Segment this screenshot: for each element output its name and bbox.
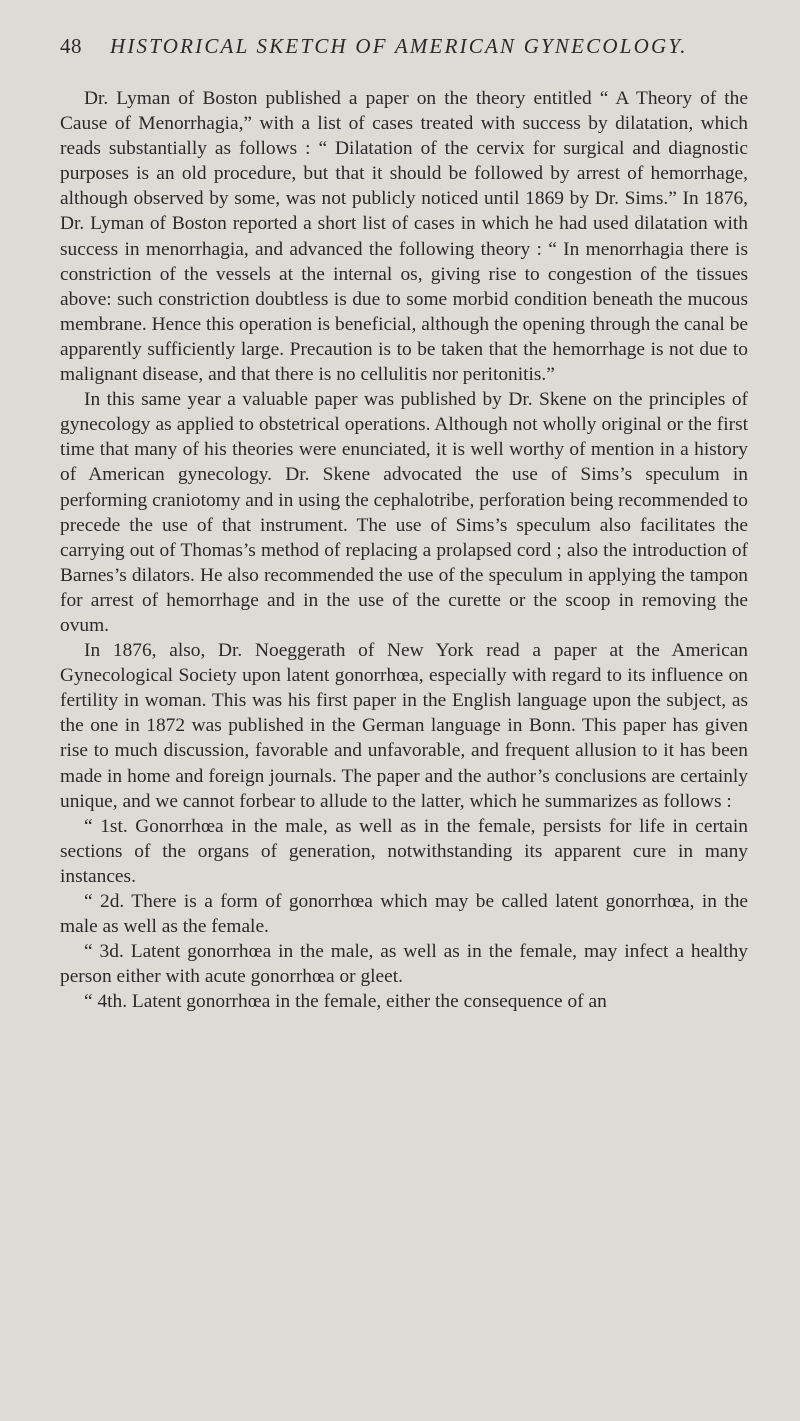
running-head-title: HISTORICAL SKETCH OF AMERICAN GYNECOLOGY. — [110, 34, 688, 58]
running-head — [60, 34, 740, 64]
conclusion-3d: “ 3d. Latent gonorrhœa in the male, as well as in the female, may infect a healthy person either with acute gonorrhœa or gleet. — [60, 941, 748, 988]
paragraph-skene-principles: In this same year a valuable paper was published by Dr. Skene on the principles of gynecology as applied to obstetrical operations. Although not wholly original or the first time that many of his theories were enunciated, it is well worthy of mention in a history of American gynecology. Dr. Skene advocated the use of Sims’s speculum in performing craniotomy and in using the cephalotribe, perforation being recommended to precede the use of that instrument. The use of Sims’s speculum also facilitates the carrying out of Thomas’s method of replacing a prolapsed cord ; also the introduction of Barnes’s dilators. He also recommended the use of the speculum in applying the tampon for arrest of hemorrhage and in the use of the curette or the scoop in removing the ovum. — [60, 389, 748, 636]
paragraph-lyman-menorrhagia: Dr. Lyman of Boston published a paper on the theory entitled “ A Theory of the Cause of Menorrhagia,” with a list of cases treated with success by dilatation, which reads substantially as follows : “ Dilatation of the cervix for surgical and diagnostic purposes is an old procedure, but that it should be followed by arrest of hemorrhage, although observed by some, was not publicly noticed until 1869 by Dr. Sims.” In 1876, Dr. Lyman of Boston reported a short list of cases in which he had used dilatation with success in menorrhagia, and advanced the following theory : “ In menorrhagia there is constriction of the vessels at the internal os, giving rise to congestion of the tissues above: such constriction doubtless is due to some morbid condition beneath the mucous membrane. Hence this operation is beneficial, although the opening through the canal be apparently sufficiently large. Precaution is to be taken that the hemorrhage is not due to malignant disease, and that there is no cellulitis nor peritonitis.” — [60, 88, 748, 386]
page-number: 48 — [60, 34, 82, 58]
paragraph-noeggerath-gonorrhoea: In 1876, also, Dr. Noeggerath of New York read a paper at the American Gynecological Society upon latent gonorrhœa, especially with regard to its influence on fertility in woman. This was his first paper in the English language upon the subject, as the one in 1872 was published in the German language in Bonn. This paper has given rise to much discussion, favorable and unfavorable, and frequent allusion to it has been made in home and foreign journals. The paper and the author’s conclusions are certainly unique, and we cannot forbear to allude to the latter, which he summarizes as follows : — [60, 640, 748, 812]
conclusion-1st: “ 1st. Gonorrhœa in the male, as well as in the female, persists for life in certain sections of the organs of generation, notwithstanding its apparent cure in many instances. — [60, 815, 748, 887]
conclusion-2d: “ 2d. There is a form of gonorrhœa which may be called latent gonorrhœa, in the male as well as the female. — [60, 891, 748, 938]
body-text — [60, 86, 748, 1014]
conclusion-4th: “ 4th. Latent gonorrhœa in the female, either the consequence of an — [84, 991, 607, 1013]
